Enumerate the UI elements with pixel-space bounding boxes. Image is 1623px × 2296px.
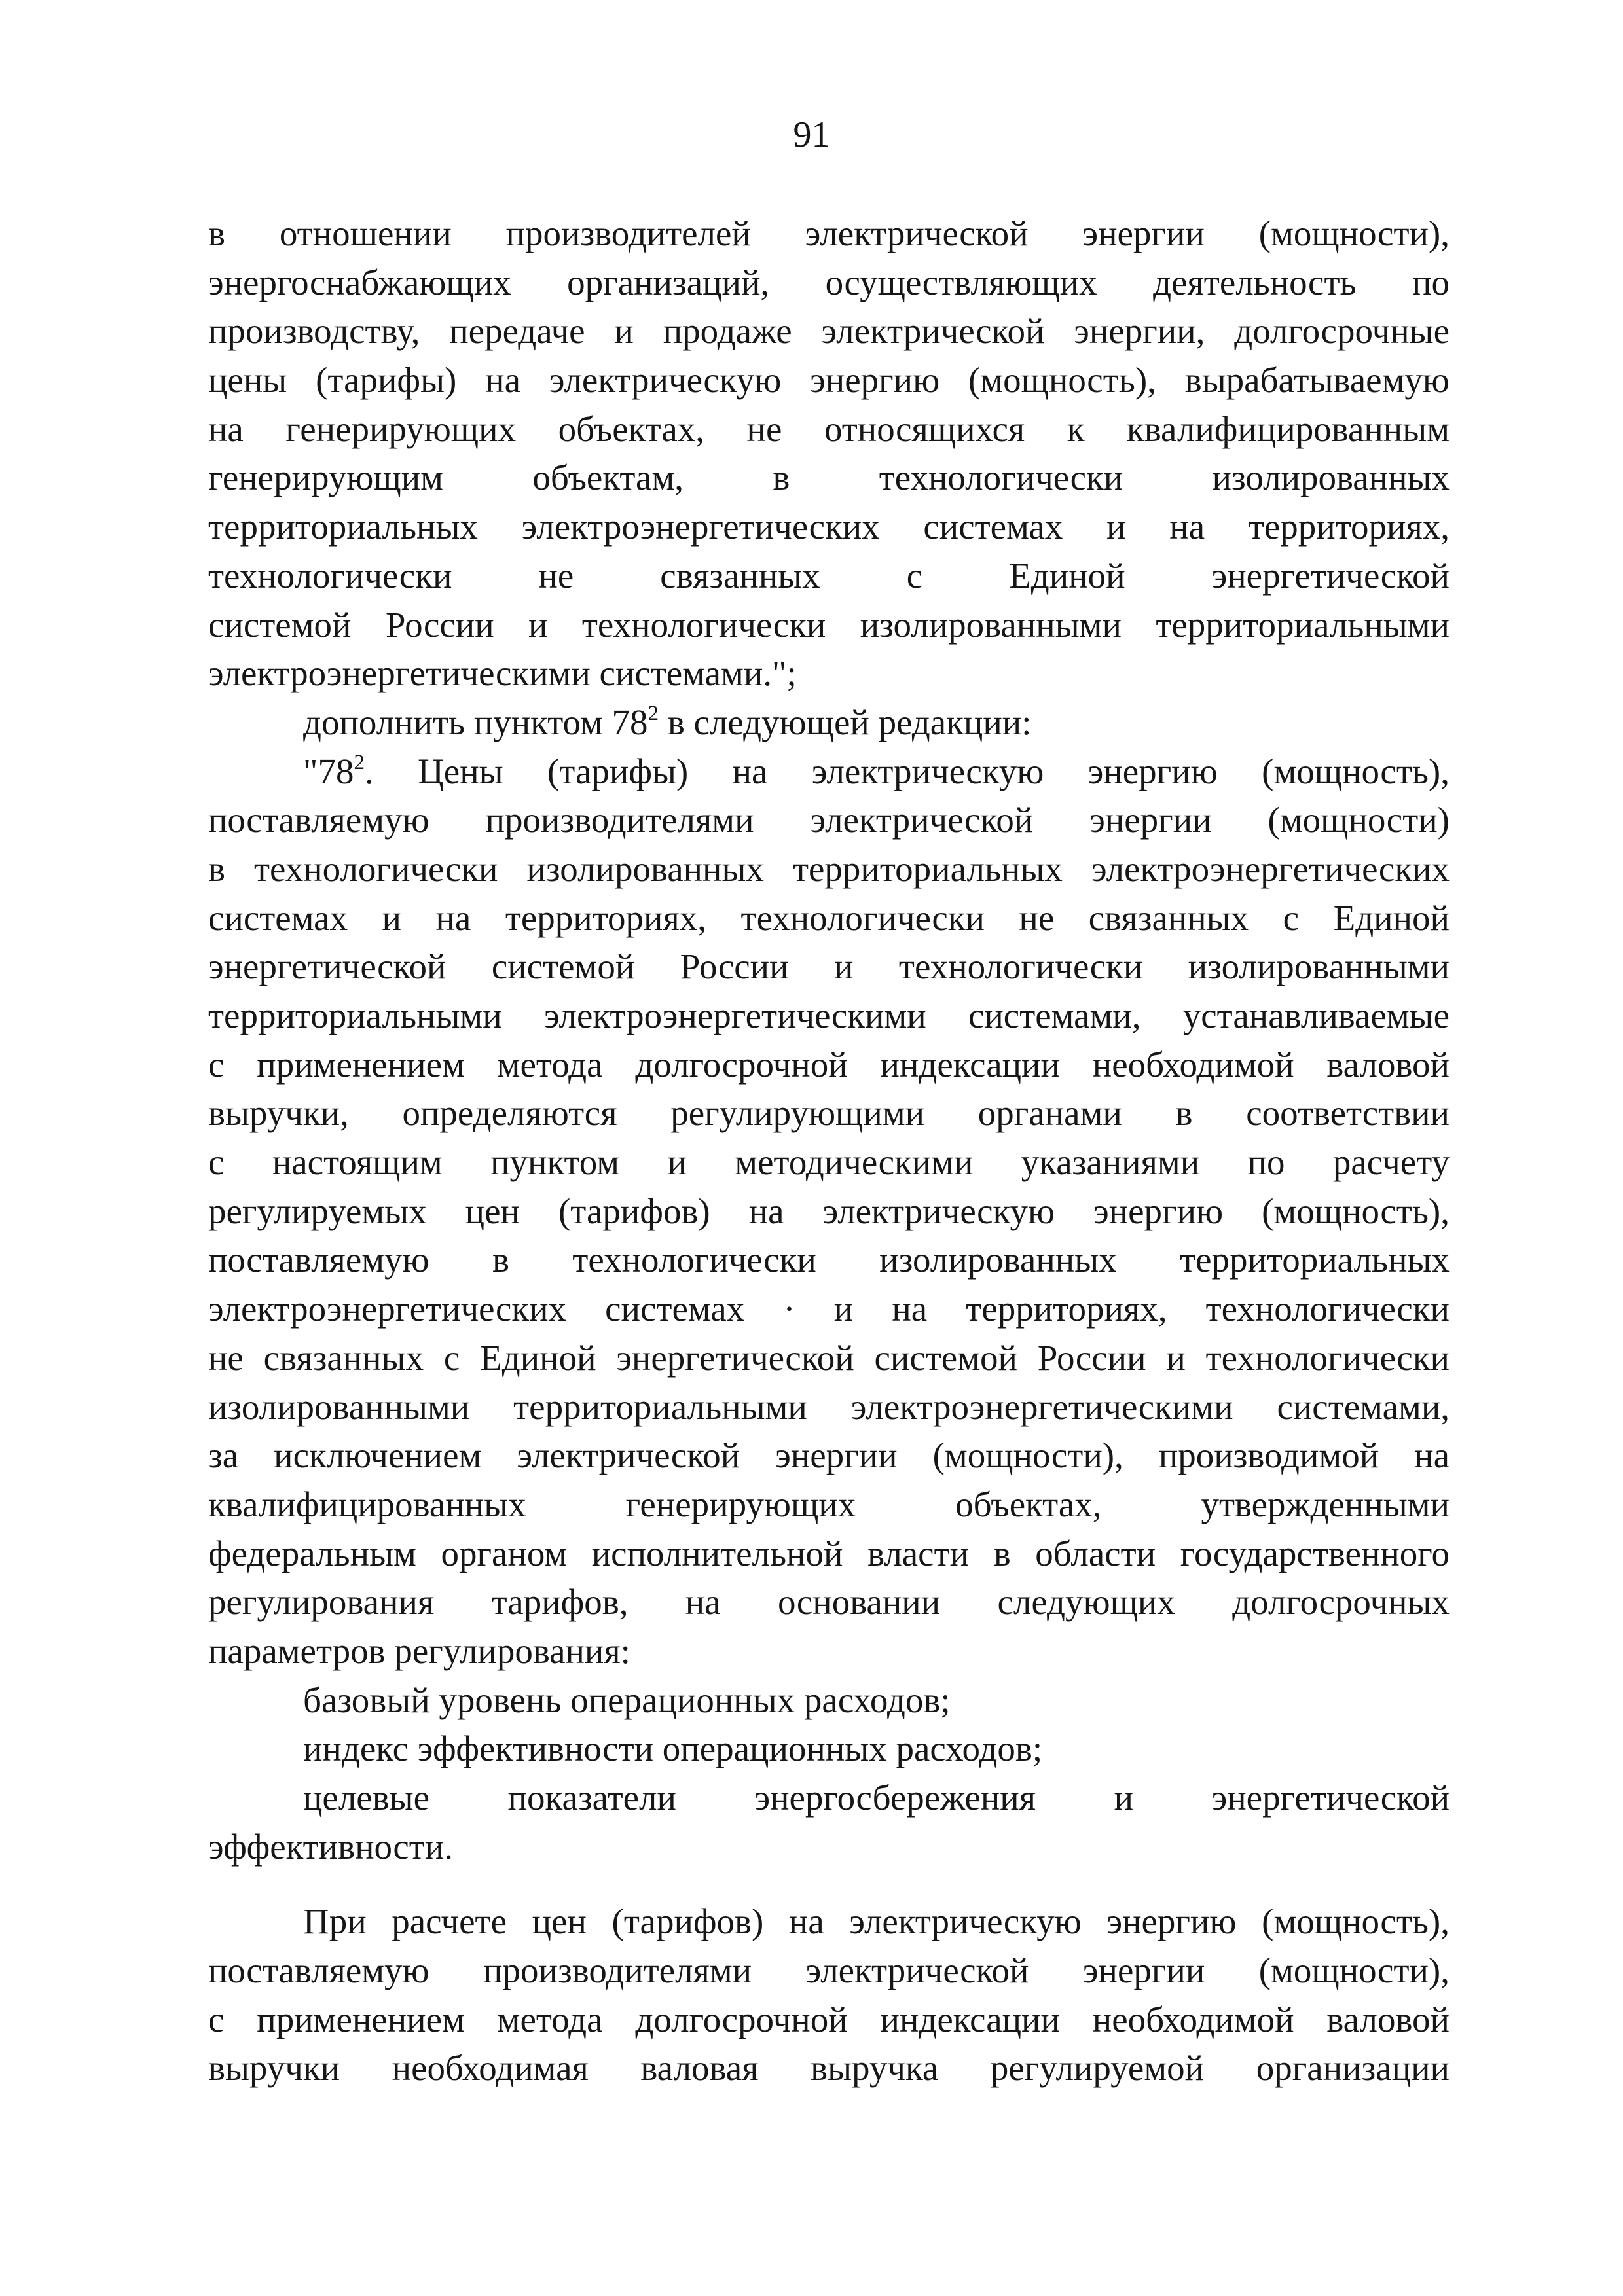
text-line: не связанных с Единой энергетической системой России и технологически <box>208 1337 1450 1378</box>
text-line: на генерирующих объектах, не относящихся к квалифицированным <box>208 408 1450 449</box>
document-body <box>208 209 1450 2093</box>
text-line: параметров регулирования: <box>208 1630 630 1671</box>
instruction-text: в следующей редакции: <box>659 702 1032 742</box>
text-line: в отношении производителей электрической энергии (мощности), <box>208 213 1450 253</box>
text-line: в технологически изолированных территориальных электроэнергетических <box>208 848 1450 889</box>
text-line: поставляемую в технологически изолированных территориальных <box>208 1240 1450 1280</box>
text-line: эффективности. <box>208 1826 454 1867</box>
instruction-text: дополнить пунктом 78 <box>303 702 648 742</box>
text-line: электроэнергетических системах · и на территориях, технологически <box>208 1289 1450 1329</box>
text-line: регулирования тарифов, на основании следующих долгосрочных <box>208 1582 1450 1623</box>
list-item: индекс эффективности операционных расходов; <box>303 1729 1043 1769</box>
text-line: производству, передаче и продаже электрической энергии, долгосрочные <box>208 311 1450 351</box>
text-line: выручки необходимая валовая выручка регулируемой организации <box>208 2048 1450 2089</box>
text-line: территориальными электроэнергетическими системами, устанавливаемые <box>208 996 1450 1035</box>
text-line: цены (тарифы) на электрическую энергию (мощность), вырабатываемую <box>208 360 1450 401</box>
paragraph-start-line: При расчете цен (тарифов) на электрическую энергию (мощность), <box>303 1901 1450 1942</box>
text-line: энергетической системой России и технологически изолированными <box>208 946 1450 987</box>
clause-number: "78 <box>303 751 354 791</box>
text-line: квалифицированных генерирующих объектах, утвержденными <box>208 1484 1450 1524</box>
clause-start-line <box>208 747 1450 797</box>
text-line: поставляемую производителями электрической энергии (мощности), <box>208 1950 1450 1991</box>
text-line: изолированными территориальными электроэнергетическими системами, <box>208 1386 1450 1427</box>
text-line: технологически не связанных с Единой энергетической <box>208 555 1450 596</box>
clause-text: . Цены (тарифы) на электрическую энергию (мощность), <box>364 751 1450 791</box>
text-line: с применением метода долгосрочной индексации необходимой валовой <box>208 1044 1450 1085</box>
list-item: целевые показатели энергосбережения и энергетической <box>303 1778 1450 1818</box>
text-line: системах и на территориях, технологически не связанных с Единой <box>208 897 1450 938</box>
text-line: с применением метода долгосрочной индексации необходимой валовой <box>208 1999 1450 2039</box>
text-line: поставляемую производителями электрической энергии (мощности) <box>208 800 1450 840</box>
text-line: энергоснабжающих организаций, осуществляющих деятельность по <box>208 262 1450 302</box>
text-line: федеральным органом исполнительной власти в области государственного <box>208 1533 1450 1573</box>
text-line: с настоящим пунктом и методическими указаниями по расчету <box>208 1142 1450 1183</box>
superscript: 2 <box>647 701 659 725</box>
text-line: территориальных электроэнергетических системах и на территориях, <box>208 507 1450 547</box>
page-number: 91 <box>793 115 830 155</box>
list-item: базовый уровень операционных расходов; <box>303 1679 951 1720</box>
text-line: электроэнергетическими системами."; <box>208 653 797 694</box>
superscript: 2 <box>354 750 365 774</box>
text-line: выручки, определяются регулирующими органами в соответствии <box>208 1093 1450 1134</box>
text-line: регулируемых цен (тарифов) на электрическую энергию (мощность), <box>208 1191 1450 1231</box>
amendment-instruction <box>208 698 1450 747</box>
text-line: за исключением электрической энергии (мощности), производимой на <box>208 1435 1450 1476</box>
text-line: системой России и технологически изолированными территориальными <box>208 604 1450 645</box>
text-line: генерирующим объектам, в технологически изолированных <box>208 457 1450 498</box>
